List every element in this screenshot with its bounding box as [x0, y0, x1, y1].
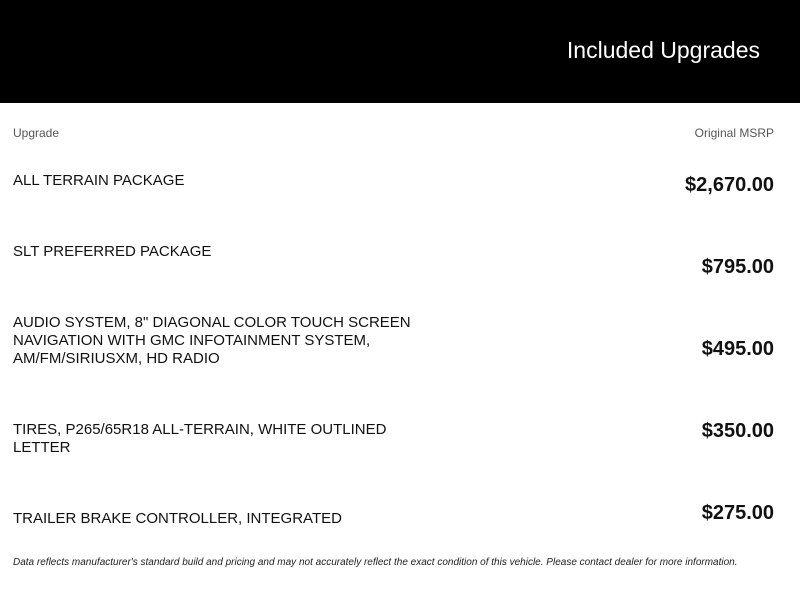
upgrade-price: $350.00: [701, 420, 774, 442]
upgrade-name: TRAILER BRAKE CONTROLLER, INTEGRATED: [13, 510, 342, 527]
header-bar: [0, 0, 800, 103]
upgrade-price: $795.00: [701, 256, 774, 278]
column-header-msrp: Original MSRP: [694, 126, 774, 140]
upgrade-name: AUDIO SYSTEM, 8" DIAGONAL COLOR TOUCH SCREEN NAVIGATION WITH GMC INFOTAINMENT SYSTEM, AM/FM/SIRIUSXM, HD RADIO: [13, 314, 411, 367]
column-header-upgrade: Upgrade: [13, 126, 60, 140]
disclaimer-text: Data reflects manufacturer's standard build and pricing and may not accurately reflect the exact condition of this vehicle. Please contact dealer for more information.: [13, 557, 738, 568]
upgrade-name: TIRES, P265/65R18 ALL-TERRAIN, WHITE OUTLINED LETTER: [13, 421, 387, 456]
upgrade-name: SLT PREFERRED PACKAGE: [13, 243, 212, 260]
page-title: Included Upgrades: [566, 37, 760, 63]
upgrade-price: $275.00: [701, 502, 774, 524]
upgrade-name: ALL TERRAIN PACKAGE: [13, 172, 185, 189]
upgrade-price: $2,670.00: [685, 174, 774, 196]
upgrade-price: $495.00: [701, 338, 774, 360]
